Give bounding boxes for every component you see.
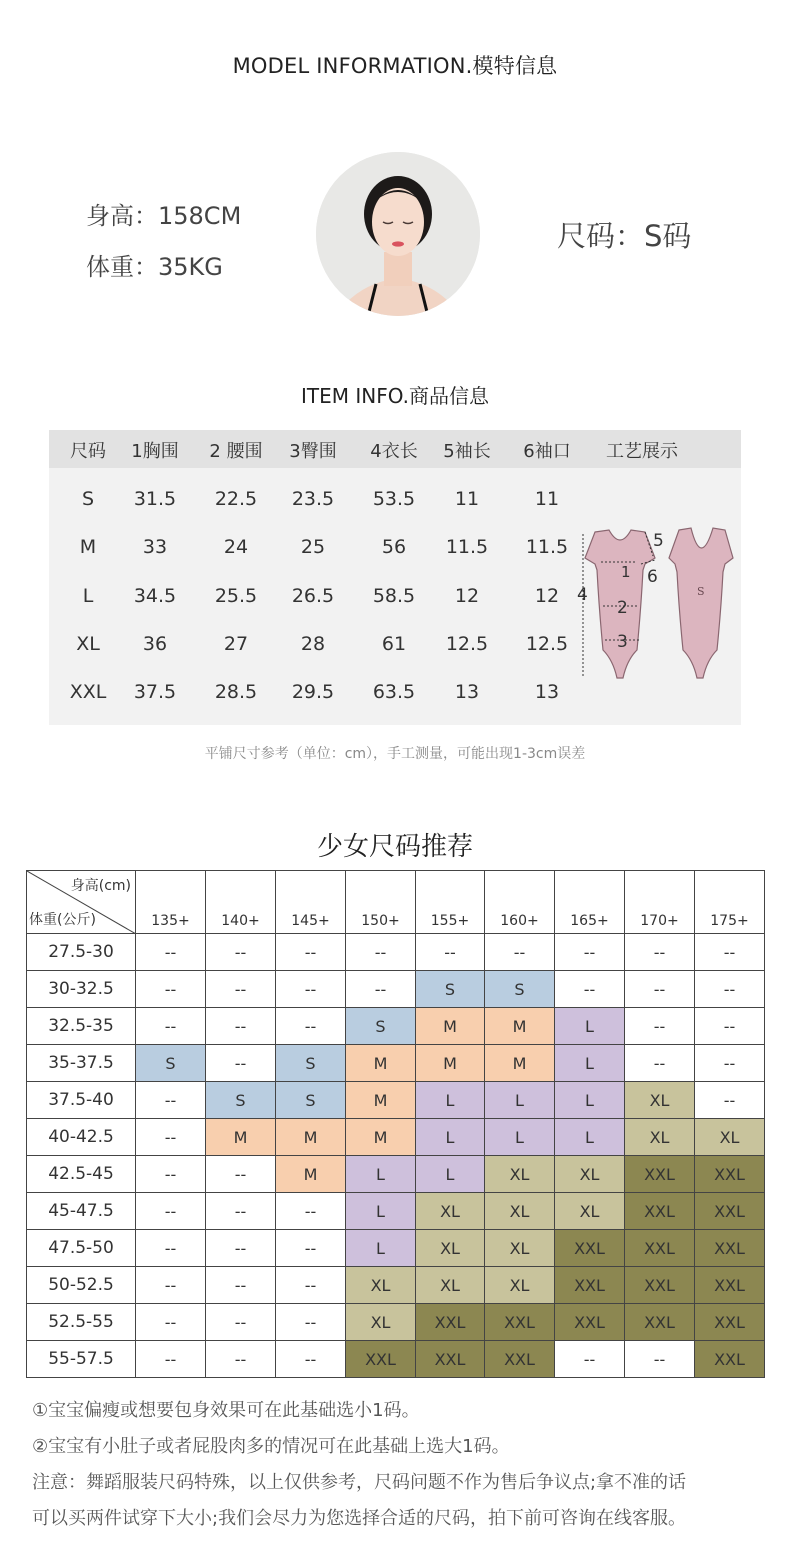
item-measure-cell: 24 (223, 536, 249, 558)
size-cell: XXL (695, 1341, 765, 1378)
item-measure-cell: 12.5 (445, 633, 489, 655)
size-cell: L (555, 1008, 625, 1045)
diagram-label-2: 2 (617, 598, 628, 618)
model-size: 尺码：S码 (557, 219, 692, 253)
size-cell: -- (136, 1341, 206, 1378)
size-cell: XL (416, 1230, 485, 1267)
size-cell: L (346, 1193, 416, 1230)
item-measure-cell: 37.5 (133, 681, 177, 703)
diagram-label-4: 4 (577, 585, 588, 605)
weight-row-header: 37.5-40 (27, 1082, 136, 1119)
size-recommendation-table (26, 870, 765, 1378)
table-row (27, 1267, 765, 1304)
size-cell: XXL (695, 1267, 765, 1304)
size-cell: -- (206, 1008, 276, 1045)
item-size-label: XXL (69, 681, 107, 703)
item-measure-cell: 63.5 (372, 681, 416, 703)
size-cell: -- (206, 1267, 276, 1304)
size-cell: -- (625, 1008, 695, 1045)
item-size-label: L (82, 585, 94, 607)
table-row (27, 971, 765, 1008)
item-measure-cell: 11 (534, 488, 560, 510)
size-cell: XL (485, 1267, 555, 1304)
size-cell: L (555, 1082, 625, 1119)
size-cell: XL (485, 1156, 555, 1193)
size-cell: -- (625, 934, 695, 971)
height-axis-label: 身高(cm) (70, 878, 131, 894)
item-header-cell: 4衣长 (370, 441, 418, 462)
item-measure-cell: 36 (142, 633, 168, 655)
size-recommendation-title: 少女尺码推荐 (316, 832, 473, 862)
size-cell: XL (695, 1119, 765, 1156)
table-row (27, 1304, 765, 1341)
diagram-back-mark: S (697, 585, 705, 598)
item-measure-cell: 12 (534, 585, 560, 607)
size-cell: M (276, 1156, 346, 1193)
item-header-cell: 1胸围 (131, 441, 179, 462)
size-cell: L (485, 1119, 555, 1156)
size-cell: S (276, 1082, 346, 1119)
item-size-label: M (79, 536, 97, 558)
size-cell: L (346, 1156, 416, 1193)
size-cell: S (346, 1008, 416, 1045)
height-column-header: 170+ (625, 871, 695, 934)
corner-header (27, 871, 136, 934)
table-row (27, 1008, 765, 1045)
size-cell: XL (555, 1193, 625, 1230)
size-cell: XXL (555, 1230, 625, 1267)
table-row (27, 1193, 765, 1230)
size-cell: S (416, 971, 485, 1008)
weight-row-header: 30-32.5 (27, 971, 136, 1008)
height-column-header: 150+ (346, 871, 416, 934)
item-measure-cell: 31.5 (133, 488, 177, 510)
size-cell: -- (276, 1230, 346, 1267)
size-cell: -- (695, 1045, 765, 1082)
height-column-header: 145+ (276, 871, 346, 934)
item-header-cell: 5袖长 (443, 441, 491, 462)
size-cell: S (206, 1082, 276, 1119)
size-cell: XXL (346, 1341, 416, 1378)
size-cell: XXL (695, 1156, 765, 1193)
item-header-cell: 2 腰围 (209, 441, 263, 462)
size-cell: M (416, 1045, 485, 1082)
item-header-cell: 3臀围 (289, 441, 337, 462)
size-cell: -- (136, 1008, 206, 1045)
size-cell: -- (136, 934, 206, 971)
size-cell: XL (346, 1304, 416, 1341)
weight-row-header: 45-47.5 (27, 1193, 136, 1230)
height-column-header: 140+ (206, 871, 276, 934)
diagram-label-1: 1 (621, 563, 631, 581)
note-line-3: 注意：舞蹈服装尺码特殊，以上仅供参考，尺码问题不作为售后争议点;拿不准的话 (32, 1472, 687, 1493)
item-info-title: ITEM INFO.商品信息 (300, 384, 490, 408)
size-cell: -- (276, 1008, 346, 1045)
size-cell: XXL (695, 1230, 765, 1267)
table-row (27, 934, 765, 971)
size-cell: XXL (485, 1341, 555, 1378)
size-cell: -- (276, 1341, 346, 1378)
weight-row-header: 55-57.5 (27, 1341, 136, 1378)
height-column-header: 135+ (136, 871, 206, 934)
size-cell: -- (695, 1082, 765, 1119)
size-cell: -- (625, 1045, 695, 1082)
size-cell: -- (206, 1341, 276, 1378)
size-cell: -- (416, 934, 485, 971)
size-cell: -- (206, 934, 276, 971)
size-cell: XXL (555, 1304, 625, 1341)
size-cell: M (416, 1008, 485, 1045)
size-cell: XXL (485, 1304, 555, 1341)
size-cell: -- (276, 1304, 346, 1341)
leotard-diagram (575, 520, 745, 690)
item-measure-cell: 11 (454, 488, 480, 510)
size-cell: XL (485, 1230, 555, 1267)
size-cell: M (276, 1119, 346, 1156)
size-cell: -- (346, 971, 416, 1008)
item-measure-cell: 56 (381, 536, 407, 558)
size-cell: XXL (416, 1341, 485, 1378)
size-cell: -- (276, 1267, 346, 1304)
leotard-back-icon (669, 528, 733, 678)
size-cell: -- (136, 1082, 206, 1119)
size-cell: L (416, 1082, 485, 1119)
size-cell: -- (136, 1156, 206, 1193)
item-measure-cell: 29.5 (291, 681, 335, 703)
item-measure-cell: 12 (454, 585, 480, 607)
size-cell: -- (206, 1230, 276, 1267)
weight-row-header: 47.5-50 (27, 1230, 136, 1267)
size-cell: XXL (625, 1193, 695, 1230)
size-cell: -- (695, 1008, 765, 1045)
height-column-header: 155+ (416, 871, 485, 934)
size-cell: -- (206, 1304, 276, 1341)
item-measure-cell: 23.5 (291, 488, 335, 510)
weight-row-header: 52.5-55 (27, 1304, 136, 1341)
note-line-1: ①宝宝偏瘦或想要包身效果可在此基础选小1码。 (32, 1400, 420, 1421)
diagram-label-6: 6 (647, 567, 658, 587)
weight-axis-label: 体重(公斤) (29, 912, 96, 928)
size-cell: -- (555, 1341, 625, 1378)
item-size-label: S (81, 488, 95, 510)
size-cell: S (276, 1045, 346, 1082)
size-cell: M (346, 1119, 416, 1156)
height-column-header: 175+ (695, 871, 765, 934)
item-measure-cell: 22.5 (214, 488, 258, 510)
size-cell: M (346, 1082, 416, 1119)
size-cell: XL (416, 1267, 485, 1304)
size-cell: XXL (695, 1304, 765, 1341)
item-measure-cell: 13 (534, 681, 560, 703)
size-cell: -- (206, 1156, 276, 1193)
table-row (27, 1230, 765, 1267)
diagram-label-5: 5 (653, 531, 664, 551)
weight-row-header: 50-52.5 (27, 1267, 136, 1304)
item-measure-cell: 28.5 (214, 681, 258, 703)
size-cell: -- (695, 971, 765, 1008)
table-row (27, 1156, 765, 1193)
size-cell: XXL (625, 1230, 695, 1267)
note-line-4: 可以买两件试穿下大小;我们会尽力为您选择合适的尺码，拍下前可咨询在线客服。 (32, 1508, 687, 1529)
weight-row-header: 42.5-45 (27, 1156, 136, 1193)
weight-row-header: 40-42.5 (27, 1119, 136, 1156)
item-measure-cell: 26.5 (291, 585, 335, 607)
size-cell: M (346, 1045, 416, 1082)
size-cell: -- (136, 1267, 206, 1304)
size-cell: -- (485, 934, 555, 971)
size-cell: XXL (416, 1304, 485, 1341)
size-cell: -- (276, 971, 346, 1008)
size-cell: L (485, 1082, 555, 1119)
size-cell: -- (136, 1119, 206, 1156)
model-weight: 体重：35KG (86, 253, 223, 281)
size-cell: M (206, 1119, 276, 1156)
table-row (27, 1082, 765, 1119)
size-cell: -- (346, 934, 416, 971)
height-column-header: 165+ (555, 871, 625, 934)
size-cell: -- (206, 1193, 276, 1230)
size-cell: XXL (625, 1304, 695, 1341)
size-cell: -- (206, 971, 276, 1008)
size-cell: -- (136, 1193, 206, 1230)
measurement-note: 平铺尺寸参考（单位：cm），手工测量，可能出现1-3cm误差 (204, 746, 586, 762)
size-cell: XL (555, 1156, 625, 1193)
weight-row-header: 35-37.5 (27, 1045, 136, 1082)
size-cell: -- (136, 1230, 206, 1267)
model-height: 身高：158CM (86, 202, 242, 230)
size-cell: -- (136, 1304, 206, 1341)
size-cell: XXL (695, 1193, 765, 1230)
size-cell: -- (625, 1341, 695, 1378)
model-info-title: MODEL INFORMATION.模特信息 (232, 54, 558, 78)
item-measure-cell: 12.5 (525, 633, 569, 655)
size-cell: M (485, 1045, 555, 1082)
size-cell: -- (695, 934, 765, 971)
item-measure-cell: 13 (454, 681, 480, 703)
item-measure-cell: 25 (300, 536, 326, 558)
size-cell: XL (485, 1193, 555, 1230)
size-cell: -- (555, 934, 625, 971)
size-cell: XXL (625, 1156, 695, 1193)
model-portrait (316, 152, 480, 316)
size-cell: XXL (625, 1267, 695, 1304)
table-row (27, 1119, 765, 1156)
diagram-label-3: 3 (617, 632, 628, 652)
size-cell: -- (276, 1193, 346, 1230)
size-cell: -- (136, 971, 206, 1008)
size-cell: -- (276, 934, 346, 971)
size-cell: XL (346, 1267, 416, 1304)
size-cell: S (136, 1045, 206, 1082)
item-measure-cell: 33 (142, 536, 168, 558)
item-size-label: XL (76, 633, 100, 655)
size-cell: L (416, 1119, 485, 1156)
size-cell: -- (206, 1045, 276, 1082)
item-measure-cell: 58.5 (372, 585, 416, 607)
item-measure-cell: 25.5 (214, 585, 258, 607)
size-cell: L (416, 1156, 485, 1193)
table-row (27, 1341, 765, 1378)
size-cell: XXL (555, 1267, 625, 1304)
item-measure-cell: 27 (223, 633, 249, 655)
size-cell: L (555, 1045, 625, 1082)
height-column-header: 160+ (485, 871, 555, 934)
size-cell: S (485, 971, 555, 1008)
item-header-cell: 尺码 (70, 441, 106, 462)
item-measure-cell: 11.5 (445, 536, 489, 558)
size-cell: -- (555, 971, 625, 1008)
size-cell: XL (416, 1193, 485, 1230)
item-measure-cell: 61 (381, 633, 407, 655)
item-measure-cell: 28 (300, 633, 326, 655)
item-header-cell: 工艺展示 (606, 441, 678, 462)
size-cell: XL (625, 1119, 695, 1156)
size-cell: L (555, 1119, 625, 1156)
item-header-cell: 6袖口 (523, 441, 571, 462)
table-row (27, 1045, 765, 1082)
item-measure-cell: 34.5 (133, 585, 177, 607)
item-measure-cell: 53.5 (372, 488, 416, 510)
weight-row-header: 27.5-30 (27, 934, 136, 971)
size-cell: L (346, 1230, 416, 1267)
size-cell: XL (625, 1082, 695, 1119)
size-cell: -- (625, 971, 695, 1008)
weight-row-header: 32.5-35 (27, 1008, 136, 1045)
item-measure-cell: 11.5 (525, 536, 569, 558)
size-cell: M (485, 1008, 555, 1045)
note-line-2: ②宝宝有小肚子或者屁股肉多的情况可在此基础上选大1码。 (32, 1436, 510, 1457)
